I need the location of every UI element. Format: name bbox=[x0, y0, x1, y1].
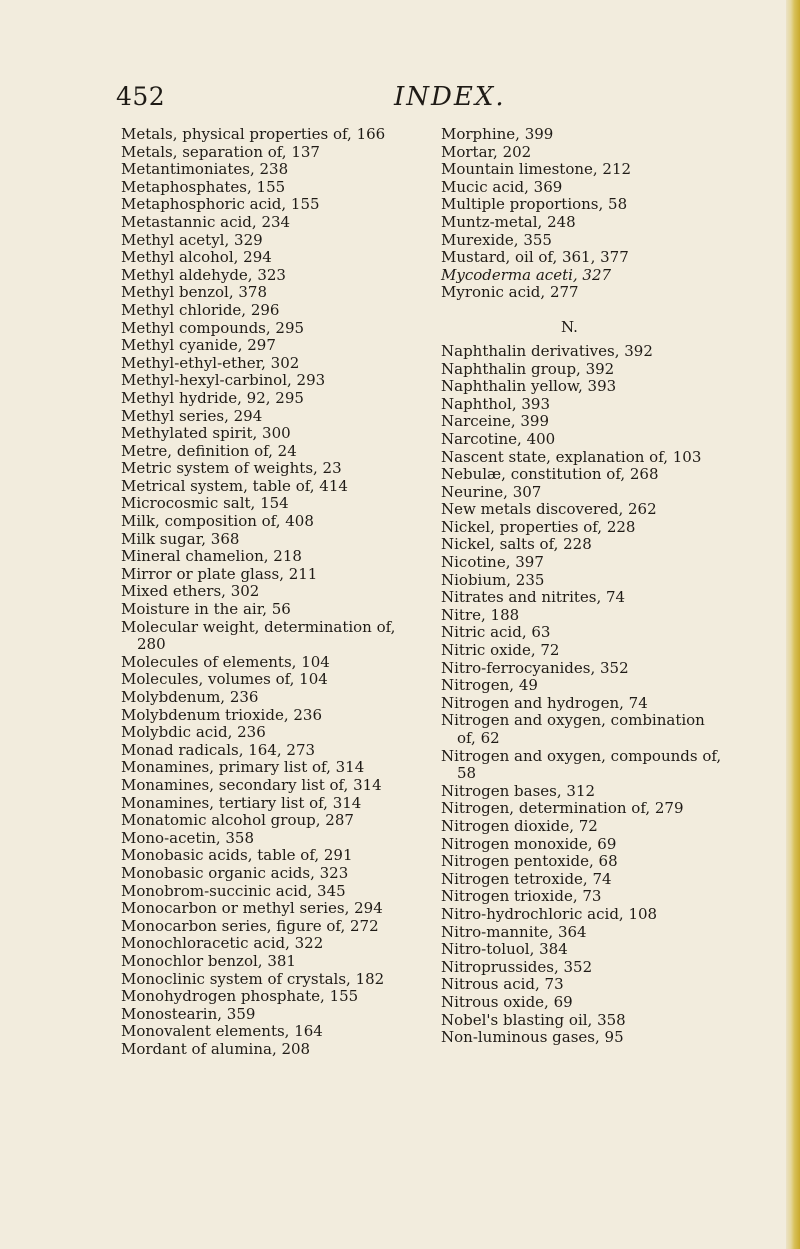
index-entry: Monostearin, 359 bbox=[121, 1004, 256, 1023]
index-entry: Non-luminous gases, 95 bbox=[441, 1028, 624, 1047]
index-entry: Monamines, secondary list of, 314 bbox=[121, 775, 382, 794]
index-entry: Methyl hydride, 92, 295 bbox=[121, 388, 304, 407]
index-entry: Nitrogen and hydrogen, 74 bbox=[441, 693, 648, 712]
index-entry: Monocarbon or methyl series, 294 bbox=[121, 899, 383, 918]
index-entry: Nitrogen, 49 bbox=[441, 676, 538, 695]
index-entry: Monad radicals, 164, 273 bbox=[121, 740, 316, 759]
index-entry: Methyl aldehyde, 323 bbox=[121, 265, 286, 284]
index-entry: New metals discovered, 262 bbox=[441, 500, 657, 519]
running-title: INDEX. bbox=[394, 82, 506, 112]
index-entry: Naphthalin yellow, 393 bbox=[441, 377, 617, 396]
index-column-right bbox=[441, 126, 771, 1047]
index-entry: Milk, composition of, 408 bbox=[121, 512, 314, 531]
index-entry: Monobasic acids, table of, 291 bbox=[121, 846, 353, 865]
index-entry: Nobel's blasting oil, 358 bbox=[441, 1010, 626, 1029]
index-entry: Mucic acid, 369 bbox=[441, 177, 563, 196]
index-entry: Mountain limestone, 212 bbox=[441, 160, 632, 179]
index-entry: Molecular weight, determination of, bbox=[121, 617, 396, 636]
index-entry: Metaphosphates, 155 bbox=[121, 177, 286, 196]
index-entry: Mordant of alumina, 208 bbox=[121, 1039, 311, 1058]
index-entry: Methyl-ethyl-ether, 302 bbox=[121, 353, 300, 372]
index-entry-continuation: of, 62 bbox=[457, 729, 500, 747]
index-entry: Nascent state, explanation of, 103 bbox=[441, 447, 702, 466]
index-entry: Nitrogen trioxide, 73 bbox=[441, 887, 602, 906]
section-letter-n: N. bbox=[561, 317, 578, 336]
index-entry: Molybdenum, 236 bbox=[121, 688, 259, 706]
page-header bbox=[116, 82, 716, 116]
index-entry: Monatomic alcohol group, 287 bbox=[121, 811, 354, 830]
index-entry: Nebulæ, constitution of, 268 bbox=[441, 465, 659, 484]
index-entry: Monamines, primary list of, 314 bbox=[121, 758, 365, 777]
index-entry: Nitro-mannite, 364 bbox=[441, 922, 587, 941]
index-entry: Methyl series, 294 bbox=[121, 406, 263, 425]
index-entry: Metaphosphoric acid, 155 bbox=[121, 195, 320, 214]
index-entry: Nitrogen bases, 312 bbox=[441, 781, 596, 800]
index-entry: Metantimoniates, 238 bbox=[121, 160, 289, 179]
index-entry: Methyl-hexyl-carbinol, 293 bbox=[121, 371, 326, 390]
index-entry: Naphthol, 393 bbox=[441, 394, 551, 413]
index-entry: Metastannic acid, 234 bbox=[121, 212, 291, 231]
index-entry: Mono-acetin, 358 bbox=[121, 828, 255, 847]
index-entry: Nickel, salts of, 228 bbox=[441, 535, 592, 554]
index-entry: Monohydrogen phosphate, 155 bbox=[121, 987, 359, 1006]
index-entry: Nitric oxide, 72 bbox=[441, 641, 560, 660]
index-entry: Murexide, 355 bbox=[441, 230, 552, 249]
index-entry: Nickel, properties of, 228 bbox=[441, 517, 636, 536]
index-entry: Nitrogen and oxygen, combination bbox=[441, 711, 705, 730]
index-entry: Metrical system, table of, 414 bbox=[121, 476, 348, 495]
index-entry: Microcosmic salt, 154 bbox=[121, 494, 289, 513]
index-entry: Mineral chamelion, 218 bbox=[121, 547, 302, 566]
index-entry: Multiple proportions, 58 bbox=[441, 195, 628, 214]
index-entry: Myronic acid, 277 bbox=[441, 283, 579, 302]
index-group-n bbox=[441, 343, 771, 1047]
index-entry: Nitro-ferrocyanides, 352 bbox=[441, 658, 629, 677]
index-entry: Nitroprussides, 352 bbox=[441, 957, 593, 976]
page-spine-edge bbox=[786, 0, 800, 1249]
index-entry: Nitro-hydrochloric acid, 108 bbox=[441, 904, 658, 923]
index-entry: Neurine, 307 bbox=[441, 482, 542, 501]
index-entry: Methyl compounds, 295 bbox=[121, 318, 305, 337]
index-entry: Methyl benzol, 378 bbox=[121, 283, 268, 302]
index-entry: Nitrogen and oxygen, compounds of, bbox=[441, 746, 722, 765]
index-entry: Nitric acid, 63 bbox=[441, 623, 551, 642]
index-entry: Metre, definition of, 24 bbox=[121, 441, 297, 460]
index-entry: Methyl alcohol, 294 bbox=[121, 248, 272, 267]
index-entry: Molecules of elements, 104 bbox=[121, 652, 330, 671]
index-entry: Nitrogen tetroxide, 74 bbox=[441, 869, 612, 888]
index-entry: Niobium, 235 bbox=[441, 570, 545, 589]
index-entry: Monoclinic system of crystals, 182 bbox=[121, 969, 385, 988]
index-entry: Methyl cyanide, 297 bbox=[121, 336, 276, 355]
index-entry: Monobasic organic acids, 323 bbox=[121, 863, 349, 882]
index-entry: Mycoderma aceti, 327 bbox=[441, 265, 612, 284]
index-entry: Milk sugar, 368 bbox=[121, 529, 240, 548]
index-entry: Nitrous acid, 73 bbox=[441, 975, 564, 994]
index-entry: Narcotine, 400 bbox=[441, 429, 556, 448]
index-entry: Nitre, 188 bbox=[441, 605, 520, 624]
index-entry: Molybdenum trioxide, 236 bbox=[121, 705, 322, 724]
index-entry: Morphine, 399 bbox=[441, 125, 554, 143]
index-entry: Muntz-metal, 248 bbox=[441, 212, 576, 231]
index-column-left bbox=[121, 126, 421, 1058]
index-entry: Methyl acetyl, 329 bbox=[121, 230, 263, 249]
index-entry: Molybdic acid, 236 bbox=[121, 723, 266, 742]
index-entry: Nitrates and nitrites, 74 bbox=[441, 588, 626, 607]
index-entry: Mixed ethers, 302 bbox=[121, 582, 260, 601]
index-entry: Naphthalin derivatives, 392 bbox=[441, 341, 653, 360]
page-number: 452 bbox=[116, 82, 166, 111]
index-entry: Nitrogen, determination of, 279 bbox=[441, 799, 684, 818]
index-entry: Monovalent elements, 164 bbox=[121, 1022, 323, 1041]
index-entry: Monocarbon series, figure of, 272 bbox=[121, 916, 379, 935]
index-entry: Mirror or plate glass, 211 bbox=[121, 564, 318, 583]
index-entry: Nitro-toluol, 384 bbox=[441, 940, 568, 959]
index-entry: Metals, separation of, 137 bbox=[121, 142, 320, 161]
index-entry: Methyl chloride, 296 bbox=[121, 300, 280, 319]
index-entry: Mustard, oil of, 361, 377 bbox=[441, 248, 629, 267]
index-group-m bbox=[441, 126, 771, 302]
index-entry: Molecules, volumes of, 104 bbox=[121, 670, 328, 689]
index-entry: Moisture in the air, 56 bbox=[121, 600, 291, 619]
index-entry: Metric system of weights, 23 bbox=[121, 459, 342, 478]
index-entry: Nitrous oxide, 69 bbox=[441, 992, 573, 1011]
index-entry: Nitrogen monoxide, 69 bbox=[441, 834, 617, 853]
index-entry: Monobrom-succinic acid, 345 bbox=[121, 881, 346, 900]
index-entry: Monamines, tertiary list of, 314 bbox=[121, 793, 362, 812]
index-entry-continuation: 58 bbox=[457, 764, 477, 783]
index-entry: Monochloracetic acid, 322 bbox=[121, 934, 324, 953]
index-entry: Naphthalin group, 392 bbox=[441, 359, 615, 378]
index-entry: Nitrogen dioxide, 72 bbox=[441, 816, 598, 835]
index-entry: Metals, physical properties of, 166 bbox=[121, 125, 386, 143]
index-entry-continuation: 280 bbox=[137, 635, 166, 654]
index-entry: Narceine, 399 bbox=[441, 412, 550, 431]
index-entry: Nitrogen pentoxide, 68 bbox=[441, 852, 618, 871]
index-entry: Nicotine, 397 bbox=[441, 553, 544, 572]
index-entry: Mortar, 202 bbox=[441, 142, 532, 161]
index-entry: Monochlor benzol, 381 bbox=[121, 951, 296, 970]
index-entry: Methylated spirit, 300 bbox=[121, 424, 291, 443]
